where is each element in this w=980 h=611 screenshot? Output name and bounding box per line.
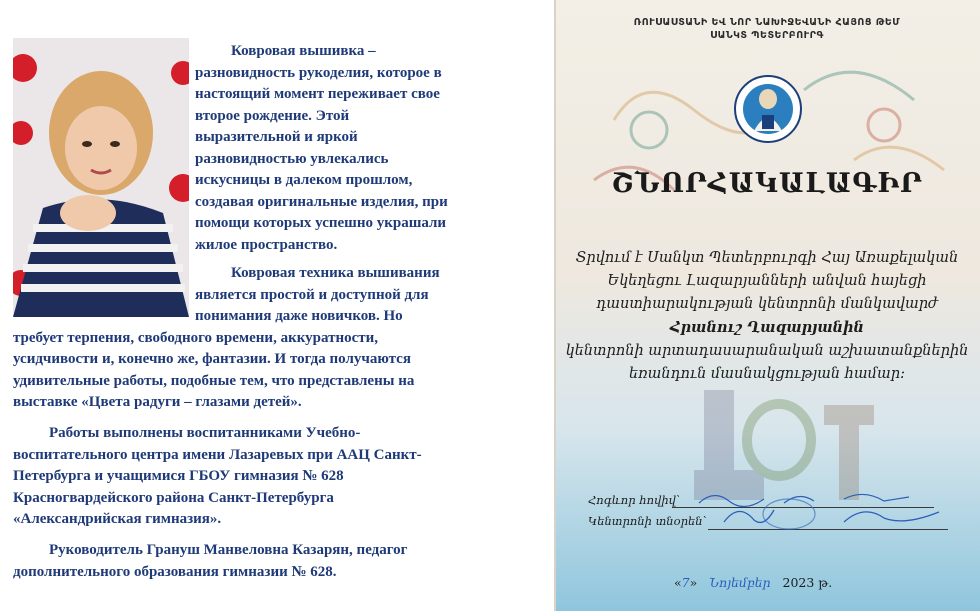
date-month: Նոյեմբեր <box>709 575 771 590</box>
article-text-line: требует терпения, свободного времени, аккуратности, <box>13 329 379 346</box>
article-paragraph-4 <box>13 540 503 583</box>
article-paragraph-3 <box>13 423 503 531</box>
article-text-line: Руководитель Грануш Манвеловна Казарян, педагог <box>49 542 408 558</box>
article-paragraph-2 <box>13 263 503 414</box>
certificate-body-line: Եկեղեցու Լազարյանների անվան հայեցի <box>607 273 927 289</box>
certificate-body-line: Տրվում է Սանկտ Պետերբուրգի Հայ Առաքելական <box>575 250 959 266</box>
article-text-line: понимания даже новичков. Но <box>195 308 403 324</box>
article-text-line: разновидностью увлекались <box>195 150 389 167</box>
article-text-line: настоящий момент переживает свое <box>195 86 440 102</box>
article-text-line: разновидность рукоделия, которое в <box>195 64 442 81</box>
article-text-line: искусницы в далеком прошлом, <box>195 172 413 188</box>
date-day: 7 <box>681 575 690 590</box>
certificate-date <box>674 575 832 590</box>
certificate-recipient-name: Հրանուշ Ղազարյանին <box>669 319 864 336</box>
article-text-line: усидчивости и, конечно же, фантазии. И тогда получаются <box>13 351 411 367</box>
certificate-body-line: եռանդուն մասնակցության համար: <box>628 366 905 382</box>
article-text-line: жилое пространство. <box>195 236 338 253</box>
article-text-line: Ковровая техника вышивания <box>231 265 440 281</box>
diocese-emblem-icon <box>734 75 802 143</box>
article-text-line: Красногвардейского района Санкт-Петербурга <box>13 489 334 506</box>
certificate-body-line: դաստիարակության կենտրոնի մանկավարժ <box>596 296 938 312</box>
certificate-org-line-2: ՍԱՆԿՏ ՊԵՏԵՐԲՈՒՐԳ <box>710 30 824 41</box>
handwritten-signature-director <box>714 498 954 532</box>
article-text-line: выставке «Цвета радуги – глазами детей». <box>13 394 302 410</box>
article-text-line: удивительные работы, подобные тем, что представлены на <box>13 372 415 389</box>
certificate-title: ՇՆՈՐՀԱԿԱԼԱԳԻՐ <box>611 168 923 199</box>
date-year: 2023 թ. <box>782 575 833 590</box>
article-text-line: выразительной и яркой <box>195 129 358 145</box>
article-text-line: воспитательного центра имени Лазаревых при ААЦ Санкт- <box>13 446 422 463</box>
certificate <box>554 0 980 611</box>
article-text-line: «Александрийская гимназия». <box>13 511 222 527</box>
date-quote-open: « <box>674 575 682 590</box>
article-text-line: помощи которых успешно украшали <box>195 215 447 231</box>
article-paragraph-1 <box>195 41 495 256</box>
article-text-line: дополнительного образования гимназии № 628. <box>13 563 337 580</box>
article-text-line: Петербурга и учащимися ГБОУ гимназия № 628 <box>13 468 344 484</box>
certificate-org-line-1: ՌՈՒՍԱՍՏԱՆԻ ԵՎ ՆՈՐ ՆԱԽԻՋԵՎԱՆԻ ՀԱՅՈՑ ԹԵՄ <box>633 17 901 28</box>
article-text-line: Ковровая вышивка – <box>231 43 376 59</box>
article-text-line: Работы выполнены воспитанниками Учебно- <box>49 425 361 441</box>
article-text-line: создавая оригинальные изделия, при <box>195 193 448 210</box>
article-text-line: второе рождение. Этой <box>195 107 350 124</box>
signature-label-pastor: Հոգևոր հովիվ՝ <box>588 493 681 507</box>
certificate-body-line: կենտրոնի արտադասարանական աշխատանքներին <box>565 343 969 359</box>
article-text-line: является простой и доступной для <box>195 286 429 303</box>
signature-label-director: Կենտրոնի տնօրեն՝ <box>588 514 707 528</box>
date-quote-close: » <box>689 575 698 590</box>
